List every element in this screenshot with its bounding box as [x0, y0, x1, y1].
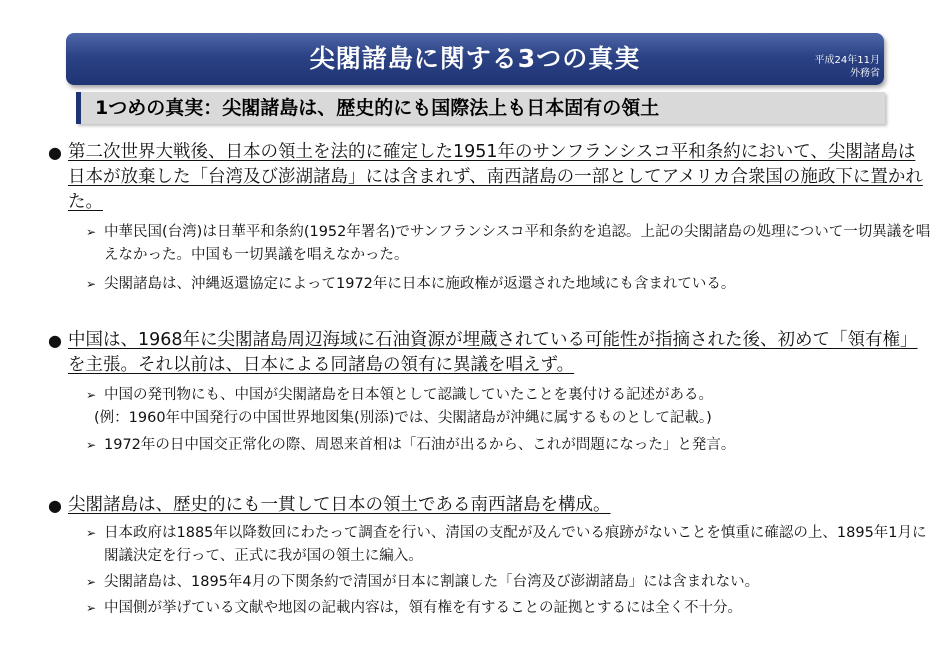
- arrow-bullet-icon: ➢: [86, 575, 97, 589]
- arrow-bullet-icon: ➢: [86, 225, 97, 239]
- arrow-bullet-icon: ➢: [86, 388, 97, 402]
- sub-point-text: 尖閣諸島は、沖縄返還協定によって1972年に日本に施政権が返還された地域にも含まれている。: [104, 276, 736, 292]
- arrow-bullet-icon: ➢: [86, 601, 97, 615]
- bullet-icon: ●: [48, 496, 62, 515]
- sub-point: [48, 522, 934, 568]
- sub-point: [48, 571, 934, 594]
- issue-date: 平成24年11月: [814, 55, 880, 66]
- title-banner: [66, 33, 884, 85]
- main-point-text: 第二次世界大戦後、日本の領土を法的に確定した1951年のサンフランシスコ平和条約において、尖閣諸島は日本が放棄した「台湾及び澎湖諸島」には含まれず、南西諸島の一部としてアメリカ合衆国の施政下に置かれた。: [68, 142, 923, 212]
- arrow-bullet-icon: ➢: [86, 438, 97, 452]
- sub-point: [48, 384, 934, 407]
- fact-section-3: [48, 493, 934, 620]
- subtitle-banner: [76, 92, 885, 124]
- main-point: [48, 140, 928, 215]
- arrow-bullet-icon: ➢: [86, 277, 97, 291]
- sub-point-text: 日本政府は1885年以降数回にわたって調査を行い、清国の支配が及んでいる痕跡がないことを慎重に確認の上、1895年1月に閣議決定を行って、正式に我が国の領土に編入。: [104, 525, 927, 564]
- sub-point-text: 中国の発刊物にも、中国が尖閣諸島を日本領として認識していたことを裏付ける記述がある。: [104, 387, 713, 403]
- issuer-name: 外務省: [850, 68, 880, 79]
- sub-point-text: 中国側が挙げている文献や地図の記載内容は，領有権を有することの証拠とするには全く不十分。: [104, 600, 742, 616]
- main-point: [48, 328, 928, 378]
- main-point: [48, 493, 928, 518]
- fact-section-2: [48, 328, 934, 457]
- example-note: (例：1960年中国発行の中国世界地図集(別添)では、尖閣諸島が沖縄に属するものとして記載。): [94, 410, 712, 426]
- arrow-bullet-icon: ➢: [86, 526, 97, 540]
- sub-point-text: 尖閣諸島は、1895年4月の下関条約で清国が日本に割譲した「台湾及び澎湖諸島」には含まれない。: [104, 574, 760, 590]
- page-title: 尖閣諸島に関する3つの真実: [309, 44, 641, 73]
- sub-point-text: 中華民国(台湾)は日華平和条約(1952年署名)でサンフランシスコ平和条約を追認。上記の尖閣諸島の処理について一切異議を唱えなかった。中国も一切異議を唱えなかった。: [104, 224, 931, 263]
- main-point-text: 尖閣諸島は、歴史的にも一貫して日本の領土である南西諸島を構成。: [68, 495, 611, 515]
- sub-point: [48, 221, 934, 267]
- sub-point: [48, 597, 934, 620]
- date-block: [784, 54, 880, 80]
- sub-point-text: 1972年の日中国交正常化の際、周恩来首相は「石油が出るから、これが問題になった」と発言。: [104, 437, 736, 453]
- section-subtitle: 1つめの真実：尖閣諸島は、歴史的にも国際法上も日本固有の領土: [95, 97, 660, 119]
- bullet-icon: ●: [48, 331, 62, 350]
- fact-section-1: [48, 140, 934, 296]
- main-point-text: 中国は、1968年に尖閣諸島周辺海域に石油資源が埋蔵されている可能性が指摘された後、初めて「領有権」を主張。それ以前は、日本による同諸島の領有に異議を唱えず。: [68, 330, 918, 375]
- bullet-icon: ●: [48, 143, 62, 162]
- sub-point: [48, 434, 934, 457]
- sub-point: [48, 273, 934, 296]
